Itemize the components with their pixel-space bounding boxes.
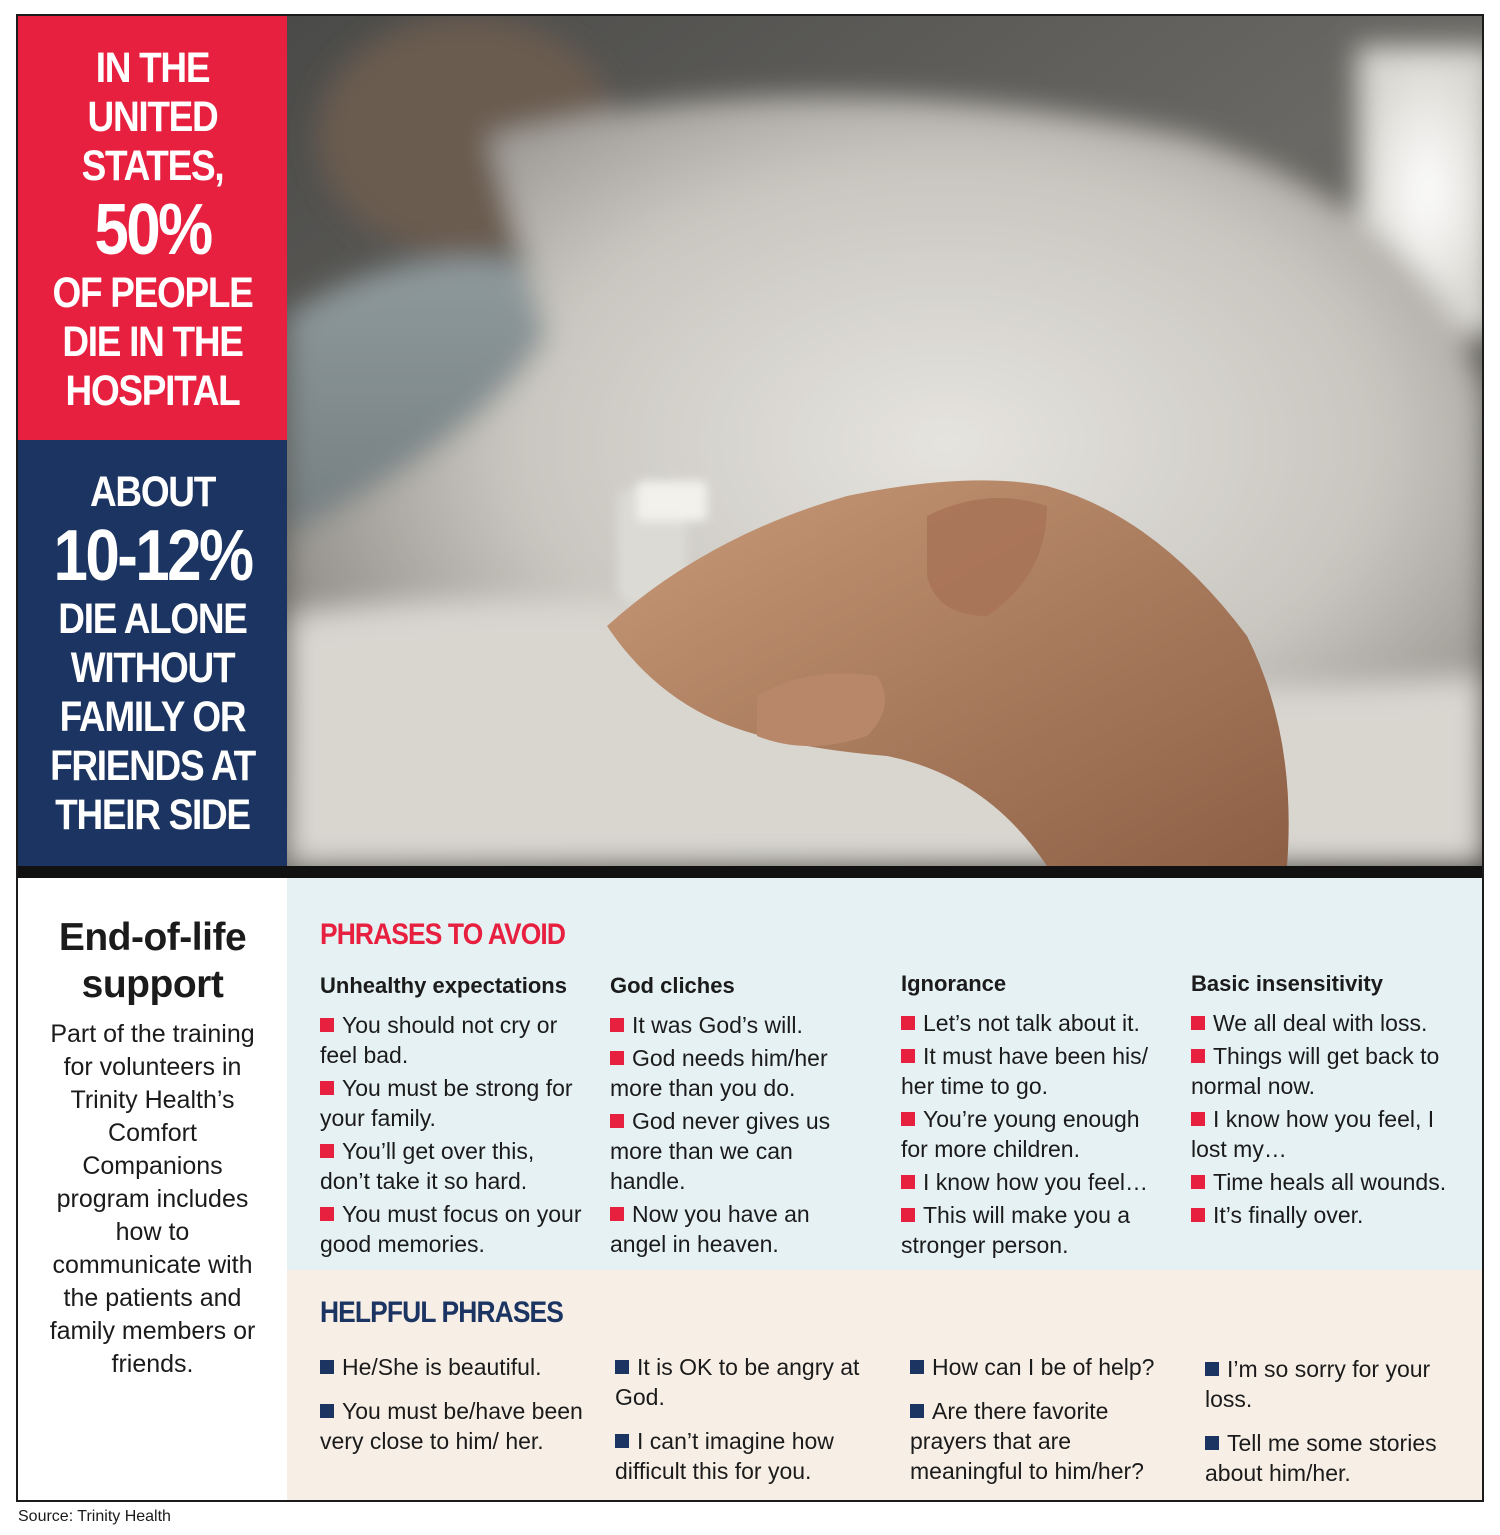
phrase-item: You’re young enough for more children. [901,1106,1140,1162]
phrase-item: Time heals all wounds. [1191,1167,1471,1197]
helpful-column [615,1352,865,1500]
square-bullet-icon [320,1018,334,1032]
phrase-item: I know how you feel, I lost my… [1191,1106,1435,1162]
sidebar-title: End-of-life support [58,916,247,1006]
phrase-item: I know how you feel… [901,1167,1171,1197]
square-bullet-icon [901,1208,915,1222]
phrase-item: Are there favorite prayers that are meaningful to him/her? [910,1398,1144,1484]
stat-text: DIE ALONE [58,595,247,643]
stat-text: DIE IN THE [62,318,243,366]
square-bullet-icon [610,1207,624,1221]
phrase-item: You’ll get over this, don’t take it so hard. [320,1138,535,1194]
phrase-item: God never gives us more than we can handle. [610,1108,831,1194]
stat-text: HOSPITAL [65,367,240,415]
square-bullet-icon [1191,1208,1205,1222]
phrase-item: It’s finally over. [1191,1200,1471,1230]
phrase-item: You must be/have been very close to him/ her. [320,1398,583,1454]
divider [18,866,1484,878]
sidebar [18,878,287,1502]
infographic-frame [16,14,1484,1502]
square-bullet-icon [320,1207,334,1221]
square-bullet-icon [320,1081,334,1095]
phrases-to-avoid-section [287,878,1484,1270]
column-title: Ignorance [901,971,1007,996]
phrase-item: We all deal with loss. [1191,1008,1471,1038]
phrase-item: You must be strong for your family. [320,1075,573,1131]
square-bullet-icon [910,1360,924,1374]
phrase-item: Things will get back to normal now. [1191,1043,1440,1099]
stat-text: FAMILY OR [59,693,246,741]
section-heading: HELPFUL PHRASES [320,1296,564,1329]
column-title: Basic insensitivity [1191,971,1383,996]
avoid-column [320,972,590,1262]
stat-text: THEIR SIDE [55,791,250,839]
square-bullet-icon [320,1404,334,1418]
square-bullet-icon [610,1051,624,1065]
photo-illustration [287,16,1484,866]
stat-percentage: 10-12% [53,516,252,596]
phrase-item: How can I be of help? [910,1352,1180,1382]
square-bullet-icon [1191,1016,1205,1030]
square-bullet-icon [320,1360,334,1374]
avoid-column [610,972,860,1262]
sidebar-description: Part of the training for volunteers in Trinity Health’s Comfort Companions program includes how to communicate with the patients and family members or friends. [49,1020,256,1378]
stat-text: ABOUT [89,468,216,516]
source-credit: Source: Trinity Health [18,1508,171,1525]
square-bullet-icon [901,1016,915,1030]
square-bullet-icon [610,1114,624,1128]
column-title: Unhealthy expectations [320,973,567,998]
square-bullet-icon [610,1018,624,1032]
phrase-item: You should not cry or feel bad. [320,1012,558,1068]
holding-hands-photo [287,16,1484,866]
square-bullet-icon [1191,1175,1205,1189]
stat-text: STATES, [81,142,224,190]
helpful-column [320,1352,585,1470]
phrase-item: God needs him/her more than you do. [610,1045,828,1101]
phrase-item: Let’s not talk about it. [901,1008,1171,1038]
stat-text: UNITED [87,93,218,141]
avoid-column [1191,970,1471,1233]
column-title: God cliches [610,973,735,998]
stat-text: WITHOUT [70,644,235,692]
square-bullet-icon [901,1049,915,1063]
square-bullet-icon [901,1175,915,1189]
avoid-column [901,970,1171,1263]
stat-percentage: 50% [94,190,211,270]
phrase-item: It was God’s will. [610,1010,860,1040]
helpful-column [910,1352,1180,1500]
phrase-item: I’m so sorry for your loss. [1205,1356,1431,1412]
stat-block-hospital [18,16,287,440]
square-bullet-icon [1205,1362,1219,1376]
phrase-item: I can’t imagine how difficult this for you. [615,1428,834,1484]
phrase-item: This will make you a stronger person. [901,1202,1131,1258]
stat-block-alone [18,440,287,866]
helpful-column [1205,1354,1465,1502]
stat-text: OF PEOPLE [52,269,253,317]
section-heading: PHRASES TO AVOID [320,918,566,951]
phrase-item: He/She is beautiful. [320,1352,585,1382]
square-bullet-icon [615,1360,629,1374]
stat-text: FRIENDS AT [50,742,255,790]
phrase-item: Now you have an angel in heaven. [610,1201,810,1257]
square-bullet-icon [615,1434,629,1448]
square-bullet-icon [1191,1112,1205,1126]
square-bullet-icon [910,1404,924,1418]
square-bullet-icon [1205,1436,1219,1450]
helpful-phrases-section [287,1270,1484,1502]
phrase-item: Tell me some stories about him/her. [1205,1430,1437,1486]
phrase-item: You must focus on your good memories. [320,1201,582,1257]
square-bullet-icon [1191,1049,1205,1063]
phrase-item: It must have been his/ her time to go. [901,1043,1149,1099]
stat-text: IN THE [95,44,210,92]
square-bullet-icon [901,1112,915,1126]
phrase-item: It is OK to be angry at God. [615,1354,860,1410]
square-bullet-icon [320,1144,334,1158]
